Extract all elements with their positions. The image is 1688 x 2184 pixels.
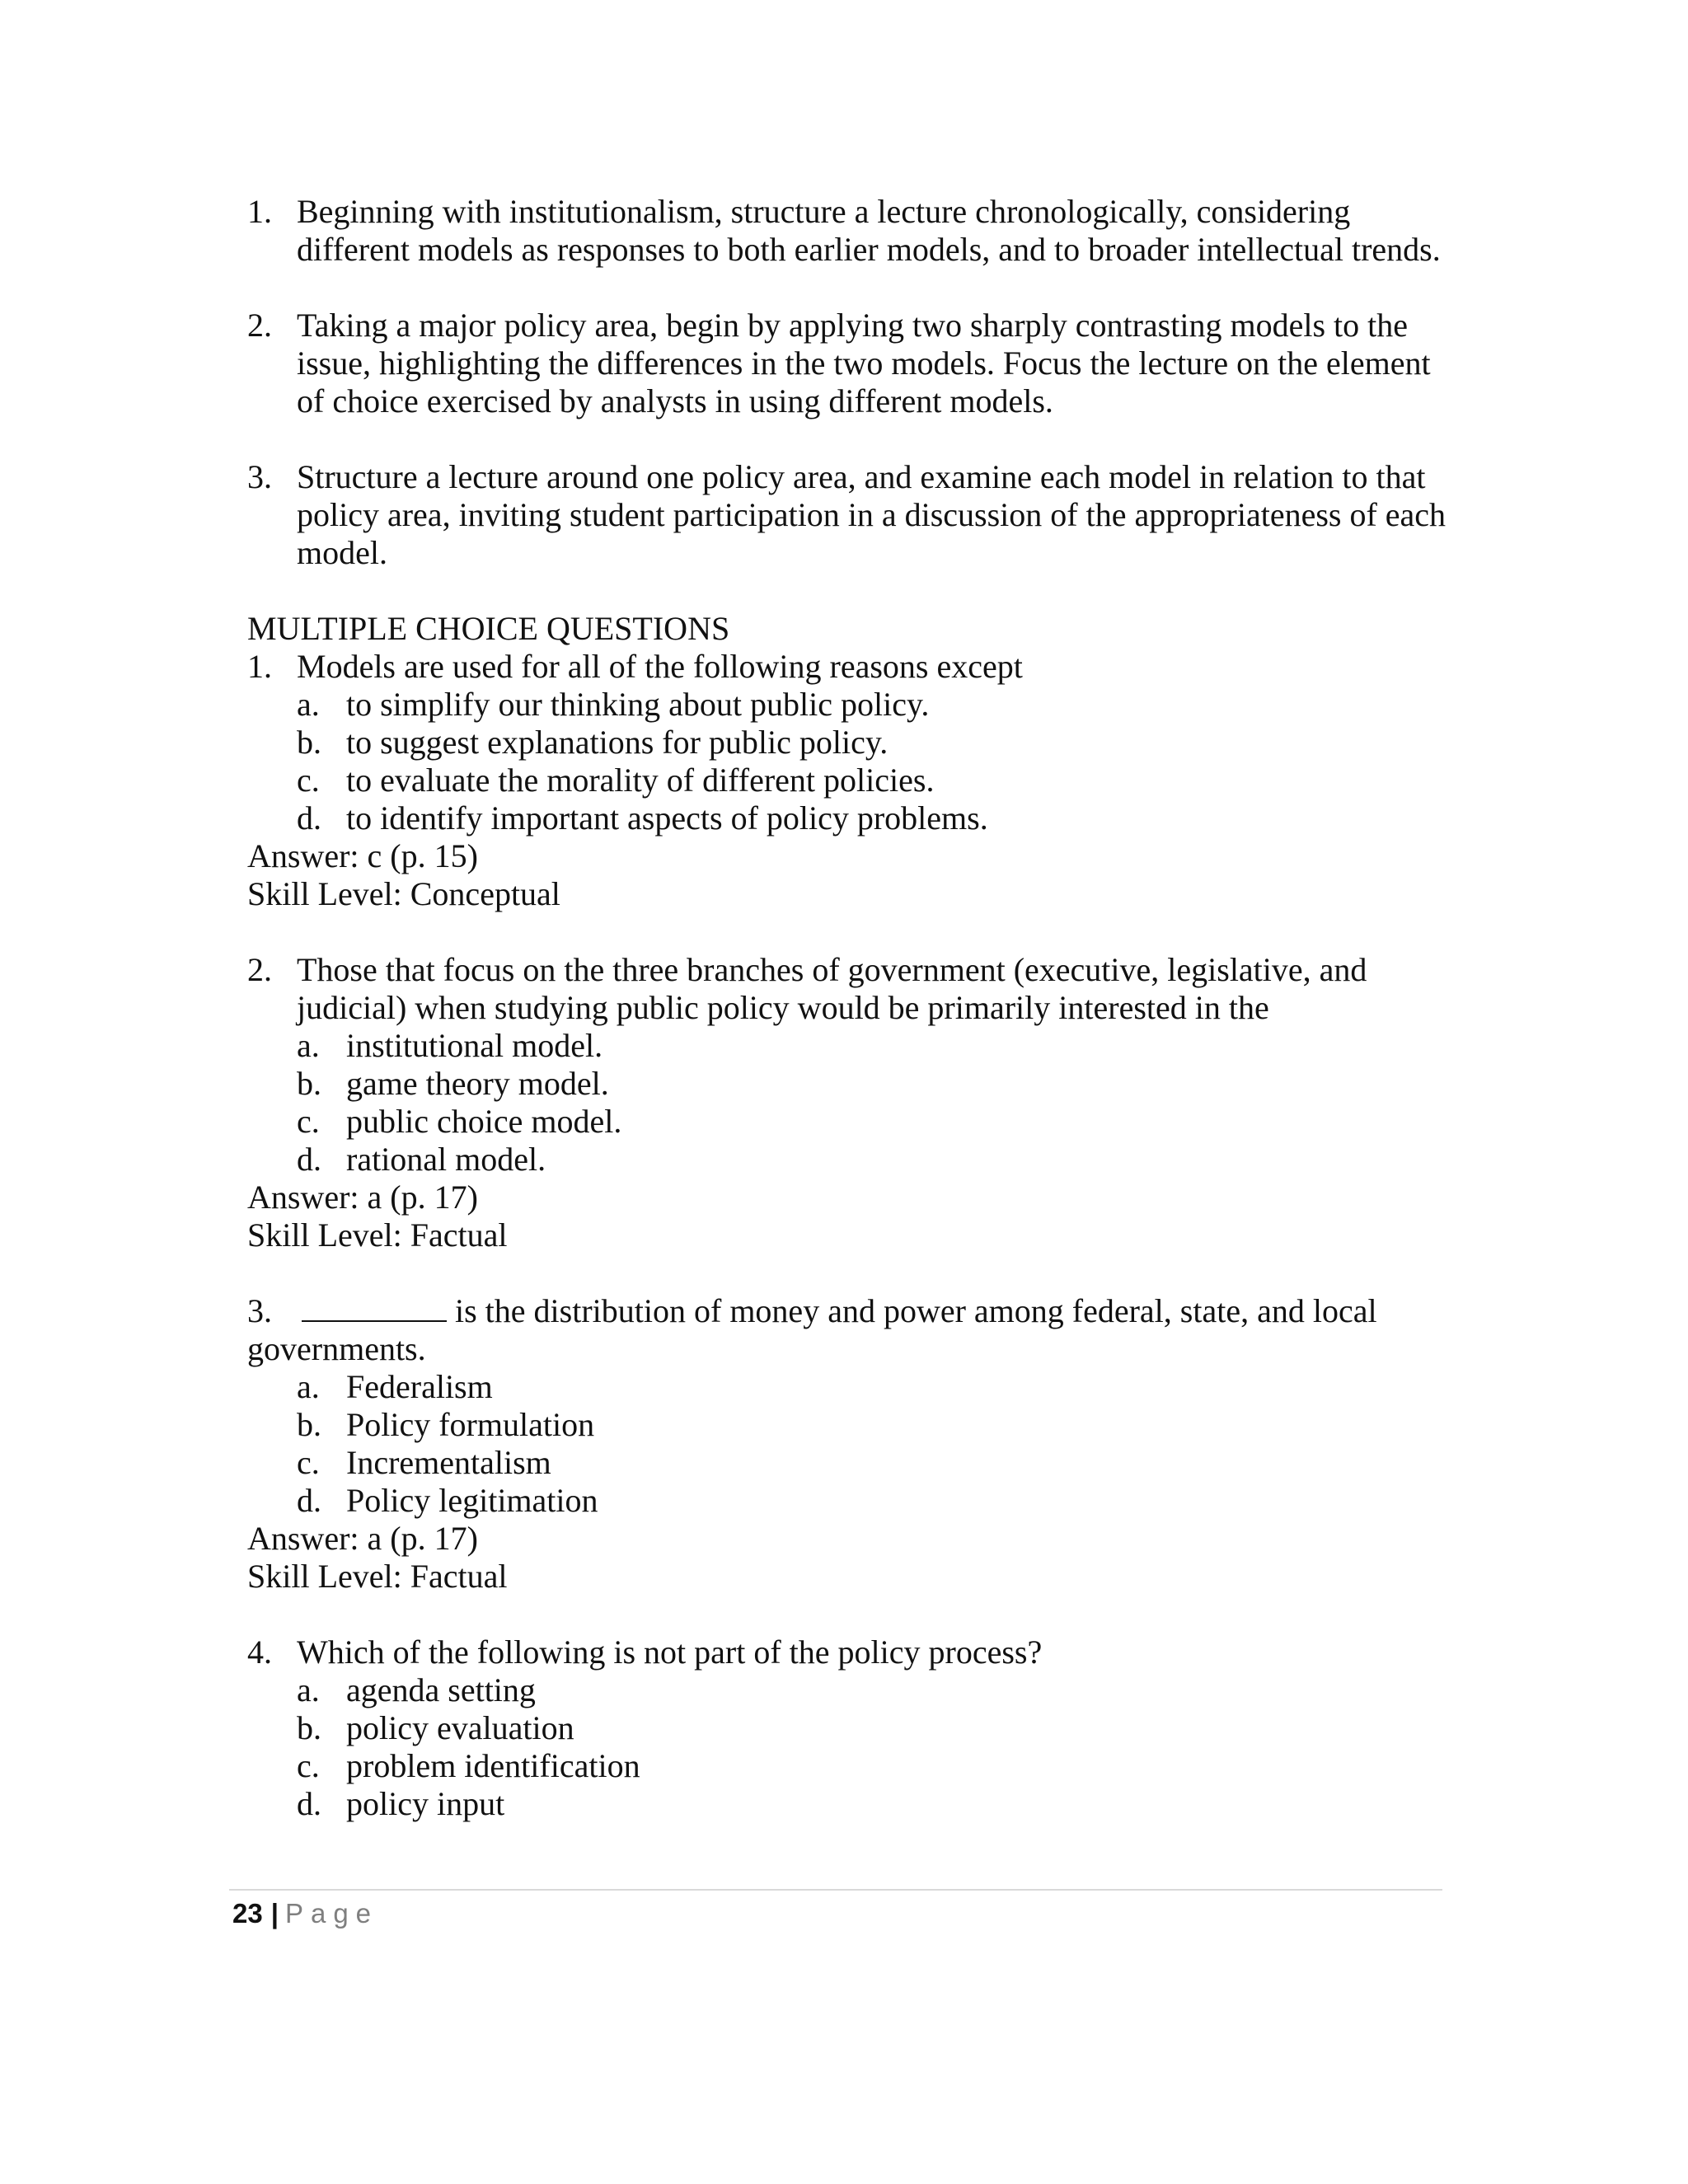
answer-option <box>247 724 1451 762</box>
spacer <box>247 913 1451 951</box>
answer-option <box>247 1103 1451 1141</box>
question-stem <box>247 951 1451 1027</box>
option-letter: b. <box>297 724 321 761</box>
question-number: 3. <box>247 1292 272 1329</box>
skill-level: Skill Level: Conceptual <box>247 875 560 912</box>
option-text: Incrementalism <box>346 1444 551 1481</box>
item-text: Structure a lecture around one policy area, and examine each model in relation to that policy area, inviting student participation in a discussion of the appropriateness of each model. <box>297 458 1447 571</box>
option-letter: d. <box>297 1785 321 1822</box>
answer-option <box>247 1747 1451 1785</box>
option-text: policy evaluation <box>346 1709 574 1746</box>
item-number: 1. <box>247 193 272 230</box>
section-heading: MULTIPLE CHOICE QUESTIONS <box>247 610 730 647</box>
option-letter: d. <box>297 1482 321 1519</box>
option-letter: a. <box>297 1027 320 1064</box>
answer-option <box>247 1141 1451 1179</box>
option-text: Policy formulation <box>346 1406 595 1443</box>
question-number: 2. <box>247 951 272 988</box>
question-stem <box>247 1633 1451 1671</box>
answer-option <box>247 1709 1451 1747</box>
option-text: public choice model. <box>346 1103 622 1140</box>
answer-option <box>247 799 1451 837</box>
skill-level: Skill Level: Factual <box>247 1558 508 1595</box>
page-content <box>247 193 1451 1823</box>
option-text: to identify important aspects of policy problems. <box>346 799 988 837</box>
spacer <box>247 572 1451 610</box>
spacer <box>247 269 1451 307</box>
option-letter: a. <box>297 1671 320 1708</box>
option-text: Federalism <box>346 1368 493 1405</box>
answer-option <box>247 762 1451 799</box>
question-text: Which of the following is not part of the policy process? <box>297 1633 1043 1671</box>
footer-divider <box>229 1889 1442 1891</box>
question-number: 4. <box>247 1633 272 1671</box>
option-text: to evaluate the morality of different policies. <box>346 762 935 799</box>
fill-in-blank <box>302 1292 447 1322</box>
lecture-item <box>247 458 1451 572</box>
answer-key: Answer: a (p. 17) <box>247 1179 478 1216</box>
option-letter: a. <box>297 686 320 723</box>
option-text: institutional model. <box>346 1027 603 1064</box>
option-text: agenda setting <box>346 1671 536 1708</box>
answer-option <box>247 1444 1451 1482</box>
answer-option <box>247 1671 1451 1709</box>
question-number: 1. <box>247 648 272 685</box>
skill-level: Skill Level: Factual <box>247 1216 508 1254</box>
question-text-continued: governments. <box>247 1330 426 1367</box>
footer-separator: | <box>270 1898 279 1929</box>
question-stem <box>247 1292 1451 1330</box>
option-letter: d. <box>297 1141 321 1178</box>
option-text: Policy legitimation <box>346 1482 598 1519</box>
option-letter: b. <box>297 1065 321 1102</box>
answer-option <box>247 1482 1451 1520</box>
answer-option <box>247 1027 1451 1065</box>
option-text: problem identification <box>346 1747 640 1784</box>
option-letter: d. <box>297 799 321 837</box>
item-number: 2. <box>247 307 272 344</box>
item-text: Beginning with institutionalism, structure a lecture chronologically, considering different models as responses to both earlier models, and to broader intellectual trends. <box>297 193 1441 268</box>
option-letter: b. <box>297 1709 321 1746</box>
answer-key: Answer: a (p. 17) <box>247 1520 478 1557</box>
page-number: 23 <box>232 1898 263 1929</box>
option-letter: c. <box>297 1747 320 1784</box>
question-stem <box>247 648 1451 686</box>
option-letter: c. <box>297 1444 320 1481</box>
answer-option <box>247 686 1451 724</box>
spacer <box>247 1596 1451 1633</box>
answer-option <box>247 1065 1451 1103</box>
option-text: policy input <box>346 1785 505 1822</box>
answer-option <box>247 1406 1451 1444</box>
lecture-item <box>247 307 1451 420</box>
option-letter: c. <box>297 1103 320 1140</box>
lecture-item <box>247 193 1451 269</box>
option-letter: c. <box>297 762 320 799</box>
question-text: Models are used for all of the following reasons except <box>297 648 1023 685</box>
option-letter: a. <box>297 1368 320 1405</box>
question-text: is the distribution of money and power among federal, state, and local <box>455 1292 1377 1329</box>
item-number: 3. <box>247 458 272 495</box>
page-label: Page <box>284 1898 379 1929</box>
answer-option <box>247 1368 1451 1406</box>
option-text: game theory model. <box>346 1065 609 1102</box>
spacer <box>247 1254 1451 1292</box>
option-text: to simplify our thinking about public policy. <box>346 686 930 723</box>
answer-key: Answer: c (p. 15) <box>247 837 478 874</box>
answer-option <box>247 1785 1451 1823</box>
spacer <box>247 420 1451 458</box>
option-text: to suggest explanations for public policy. <box>346 724 889 761</box>
page-footer <box>232 1897 378 1930</box>
option-text: rational model. <box>346 1141 546 1178</box>
item-text: Taking a major policy area, begin by applying two sharply contrasting models to the issue, highlighting the differences in the two models. Focus the lecture on the element of choice exercised by analysts in using different models. <box>297 307 1431 419</box>
question-text: Those that focus on the three branches of government (executive, legislative, and judicial) when studying public policy would be primarily interested in the <box>297 951 1367 1026</box>
option-letter: b. <box>297 1406 321 1443</box>
